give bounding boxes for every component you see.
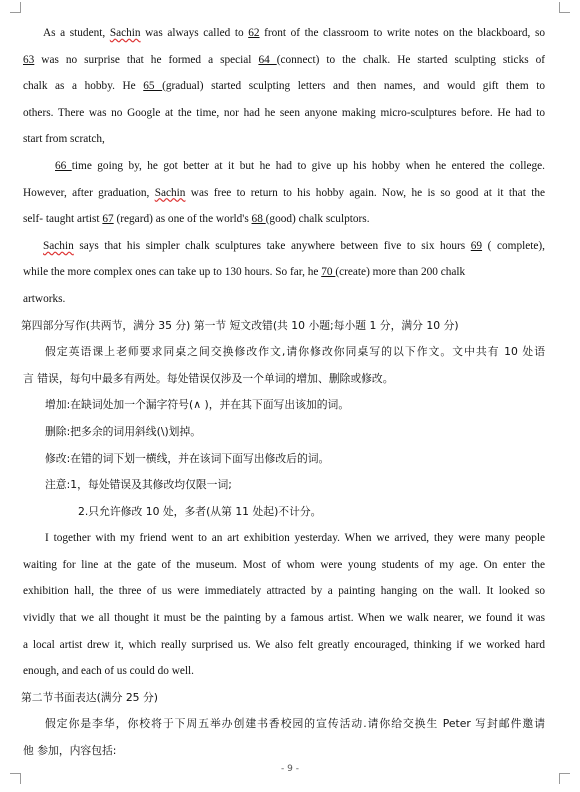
instruction-delete: 删除:把多余的词用斜线(\)划掉。: [45, 424, 202, 438]
task-line: 他 参加，内容包括:: [23, 744, 117, 758]
text-run: (good) chalk sculptors.: [265, 213, 370, 226]
passage1-line: [23, 20, 545, 47]
passage1-line: [23, 259, 545, 286]
task-line: 假定你是李华，你校将于下周五举办创建书香校园的宣传活动.请你给交换生 Peter 写封邮件邀请: [45, 717, 545, 731]
passage1-line: [23, 180, 545, 207]
text-run: time going by, he got better at it but he had to give up his hobby when he entered the college.: [71, 159, 545, 172]
crop-mark-top-left: [10, 2, 21, 13]
passage1-line: [23, 206, 545, 233]
passage1-line: [23, 233, 545, 260]
page-number: - 9 -: [281, 764, 299, 774]
blank-64: 64: [258, 53, 277, 66]
text-run: was always called to: [140, 27, 249, 39]
blank-62: 62: [248, 27, 260, 39]
passage1-line: others. There was no Google at the time, nor had he seen anyone making micro-sculptures before. He had to: [23, 106, 545, 119]
blank-68: 68: [251, 213, 266, 226]
passage1-line: artworks.: [23, 292, 66, 305]
instruction-line: 言 错误，每句中最多有两处。每处错误仅涉及一个单词的增加、删除或修改。: [23, 371, 394, 385]
text-run: (create) more than 200 chalk: [335, 266, 466, 279]
text-run: says that his simpler chalk sculptures take anywhere between five to six hours: [73, 239, 471, 252]
text-run: ( complete),: [482, 239, 545, 252]
name-sachin: Sachin: [109, 27, 141, 39]
blank-69: 69: [470, 239, 483, 252]
blank-67: 67: [102, 213, 114, 226]
passage2-line: exhibition hall, the three of us were immediately attracted by a painting hanging on the wall. It looked so: [23, 585, 545, 598]
passage2-line: I together with my friend went to an art exhibition yesterday. When we arrived, they were many people: [45, 532, 545, 545]
blank-63: 63: [23, 53, 35, 66]
text-run: was free to return to his hobby again. Now, he is so good at it that the: [185, 186, 545, 199]
note-2: 2.只允许修改 10 处，多者(从第 11 处起)不计分。: [78, 504, 322, 518]
blank-65: 65: [143, 80, 163, 93]
text-run: chalk as a hobby. He: [23, 80, 144, 93]
text-run: was no surprise that he formed a special: [34, 53, 259, 66]
blank-70: 70: [321, 266, 336, 279]
text-run: However, after graduation,: [23, 186, 155, 199]
instruction-modify: 修改:在错的词下划一横线，并在该词下面写出修改后的词。: [45, 451, 330, 465]
instruction-line: 假定英语课上老师要求同桌之间交换修改作文,请你修改你同桌写的以下作文。文中共有 10 处语: [45, 345, 545, 359]
instruction-add: 增加:在缺词处加一个漏字符号(∧ )，并在其下面写出该加的词。: [45, 398, 350, 412]
name-sachin: Sachin: [154, 186, 186, 199]
crop-mark-bottom-right: [559, 773, 570, 784]
passage1-line: [23, 153, 545, 180]
text-run: As a student,: [43, 27, 110, 39]
text-run: (gradual) started sculpting letters and then names, and would gift them to: [162, 80, 545, 93]
section4-heading: 第四部分写作(共两节，满分 35 分) 第一节 短文改错(共 10 小题;每小题 1 分，满分 10 分): [21, 318, 459, 332]
crop-mark-bottom-left: [10, 773, 21, 784]
text-run: while the more complex ones can take up to 130 hours. So far, he: [23, 266, 322, 279]
passage2-line: a local artist drew it, which really surprised us. We also felt greatly encouraged, thinking if we worked hard: [23, 638, 545, 651]
crop-mark-top-right: [559, 2, 570, 13]
text-run: self- taught artist: [23, 213, 103, 226]
passage1-line: [23, 47, 545, 74]
passage2-line: enough, and each of us could do well.: [23, 665, 194, 678]
text-run: (regard) as one of the world's: [113, 213, 252, 226]
text-run: (connect) to the chalk. He started sculpting sticks of: [276, 53, 546, 66]
name-sachin: Sachin: [43, 239, 74, 252]
passage1-line: [23, 73, 545, 100]
text-run: front of the classroom to write notes on the blackboard, so: [259, 27, 545, 39]
section2-heading: 第二节书面表达(满分 25 分): [21, 690, 158, 704]
page-content: [23, 20, 545, 765]
note-1: 注意:1，每处错误及其修改均仅限一词;: [45, 478, 232, 492]
blank-66: 66: [55, 159, 72, 172]
passage2-line: waiting for line at the gate of the museum. Most of whom were young students of my age. On enter the: [23, 558, 545, 571]
passage2-line: vividly that we all thought it must be the painting by a famous artist. When we walk nearer, we found it was: [23, 612, 545, 625]
passage1-line: start from scratch,: [23, 133, 105, 146]
